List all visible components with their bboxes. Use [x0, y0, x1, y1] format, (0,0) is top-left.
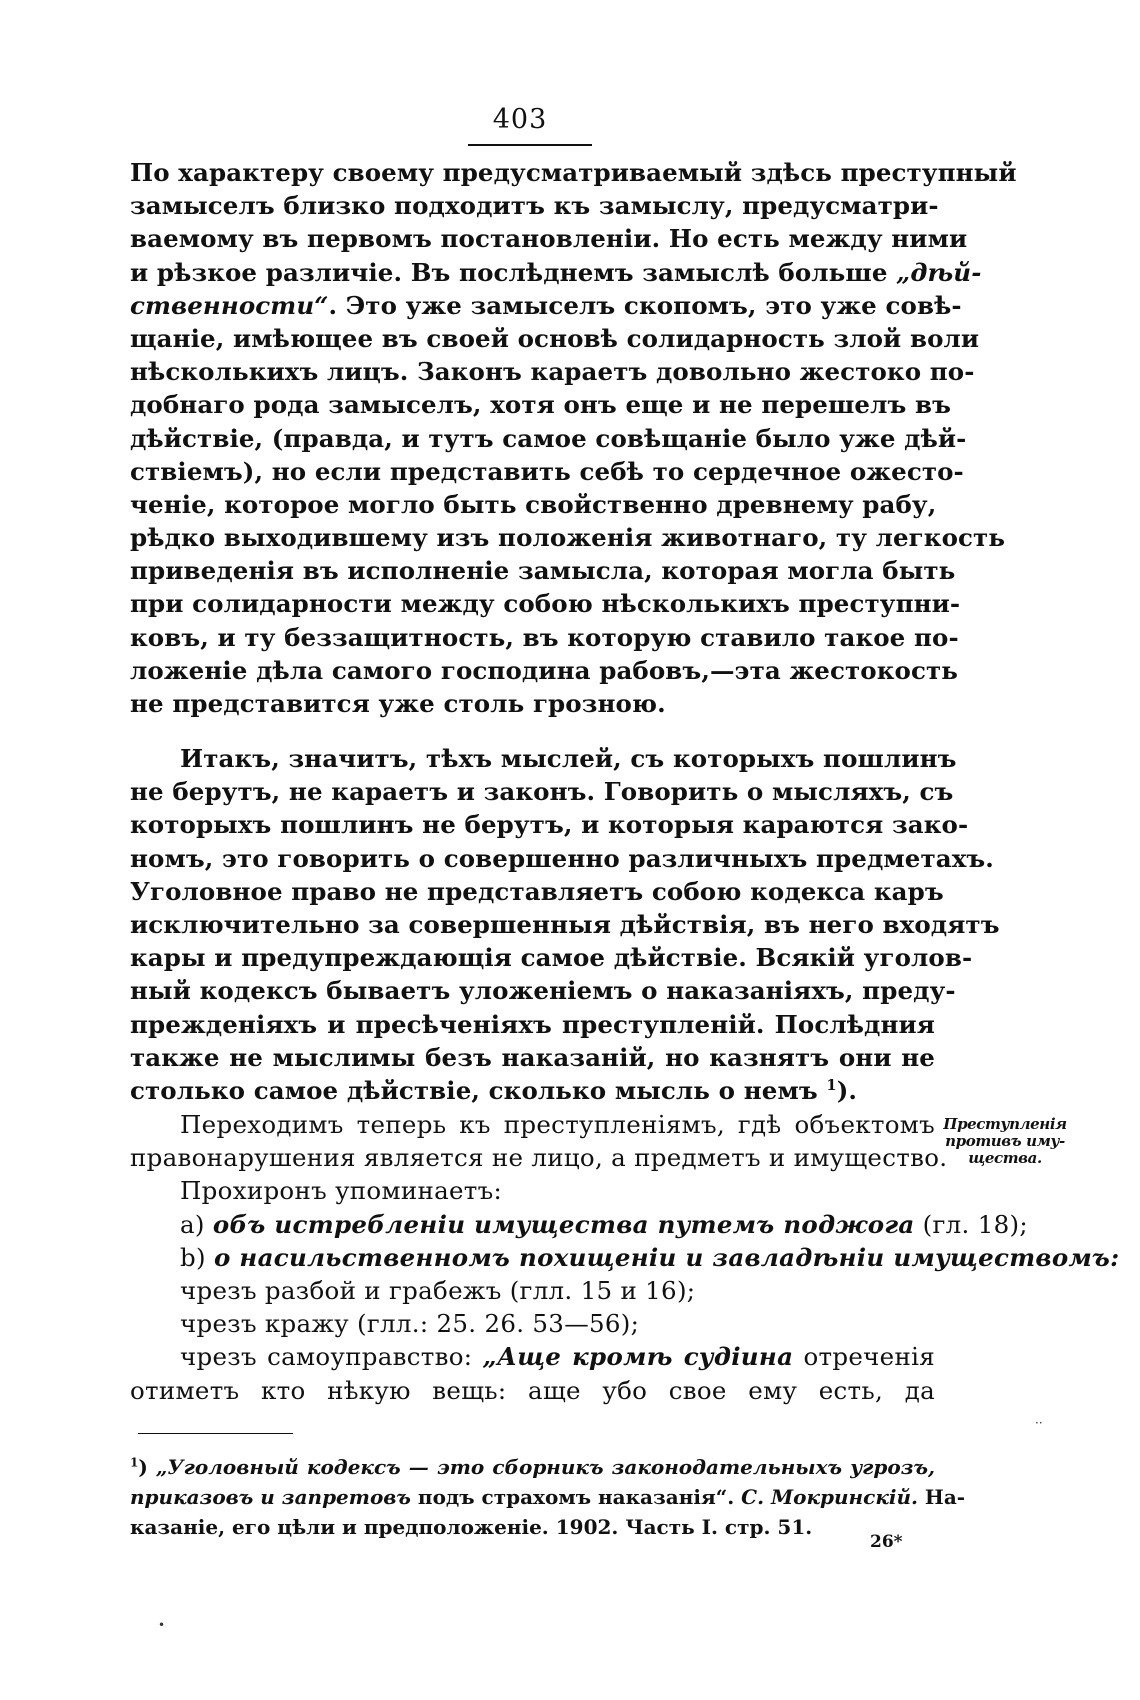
text-run: подъ страхомъ наказанія“.	[410, 1485, 742, 1509]
text-run: . Это уже замыселъ скопомъ, это уже совѣ-	[328, 290, 962, 320]
text-line: Переходимъ теперь къ преступленіямъ, гдѣ объектомъ	[180, 1110, 935, 1139]
text-line: при солидарности между собою нѣсколькихъ преступни-	[130, 589, 961, 619]
footnote-marker: 1	[130, 1455, 139, 1470]
list-subitem: чрезъ кражу (глл.: 25. 26. 53—56);	[180, 1309, 640, 1339]
paragraph-1	[130, 156, 1017, 720]
signature-mark: 26*	[870, 1532, 903, 1552]
scan-speck: •	[158, 1618, 166, 1632]
footnote-rule	[138, 1433, 293, 1434]
header-rule	[468, 144, 592, 146]
text-line: рѣдко выходившему изъ положенія животнаго, ту легкость	[130, 523, 1006, 553]
text-line: приведенія въ исполненіе замысла, которая могла быть	[130, 556, 956, 586]
emphasis-text: ственности“	[130, 290, 329, 320]
emphasis-text: приказовъ и запретовъ	[130, 1485, 411, 1509]
text-line	[130, 1074, 935, 1107]
text-line: ный кодексъ бываетъ уложеніемъ о наказаніяхъ, преду-	[130, 976, 956, 1006]
text-line: щаніе, имѣющее въ своей основѣ солидарность злой воли	[130, 323, 980, 353]
list-marker: a)	[180, 1209, 213, 1239]
margin-note-line: щества.	[968, 1149, 1042, 1167]
text-line: ченіе, которое могло быть свойственно древнему рабу,	[130, 489, 937, 519]
list-subitem: чрезъ разбой и грабежъ (глл. 15 и 16);	[180, 1275, 696, 1305]
emphasis-text: объ истребленіи имущества путемъ поджога	[212, 1209, 915, 1239]
margin-note-line: Преступленія	[943, 1115, 1067, 1133]
text-line: правонарушения является не лицо, а предметъ и имущество.	[130, 1143, 948, 1173]
emphasis-text: о насильственномъ похищеніи и завладѣніи имуществомъ:	[213, 1242, 1120, 1272]
footnote	[130, 1452, 966, 1542]
text-line: дѣйствіе, (правда, и тутъ самое совѣщаніе было уже дѣй-	[130, 423, 967, 453]
text-line: Уголовное право не представляетъ собою кодекса каръ	[130, 876, 944, 906]
text-line: отиметъ кто нѣкую вещь: аще убо свое ему есть, да	[130, 1375, 935, 1405]
text-run: и рѣзкое различіе. Въ послѣднемъ замыслѣ больше	[130, 257, 897, 287]
emphasis-text: „Аще кромѣ судіина	[482, 1342, 794, 1372]
list-item-a	[130, 1208, 1028, 1241]
text-line: прежденіяхъ и пресѣченіяхъ преступленій. Послѣдния	[130, 1009, 935, 1039]
scan-speck: ··	[1035, 1416, 1043, 1430]
list-item-b	[130, 1241, 1120, 1274]
text-line: которыхъ пошлинъ не берутъ, и которыя караются зако-	[130, 810, 969, 840]
list-marker: b)	[180, 1242, 214, 1272]
text-run: (гл. 18);	[914, 1209, 1028, 1239]
text-line: Прохиронъ упоминаетъ:	[180, 1176, 503, 1206]
footnote-line	[130, 1482, 966, 1512]
text-run: столько самое дѣйствіе, сколько мысль о немъ	[130, 1075, 818, 1105]
list-subitem	[130, 1340, 935, 1373]
footnote-reference[interactable]: 1	[826, 1076, 837, 1094]
text-line: ваемому въ первомъ постановленіи. Но есть между ними	[130, 224, 968, 254]
text-run: На-	[917, 1485, 966, 1509]
text-line: ковъ, и ту беззащитность, въ которую ставило такое по-	[130, 622, 959, 652]
text-line: По характеру своему предусматриваемый здѣсь преступный	[130, 158, 1017, 187]
paragraph-2	[130, 742, 1000, 1107]
text-line: кары и предупреждающія самое дѣйствіе. Всякій уголов-	[130, 943, 973, 973]
text-line	[130, 289, 962, 322]
text-line: не берутъ, не караетъ и законъ. Говорить о мысляхъ, съ	[130, 777, 954, 807]
footnote-line: казаніе, его цѣли и предположеніе. 1902. Часть I. стр. 51.	[130, 1515, 813, 1539]
text-line: Итакъ, значитъ, тѣхъ мыслей, съ которыхъ пошлинъ	[180, 744, 957, 773]
text-run: отреченія	[793, 1342, 936, 1372]
text-line: не представится уже столь грозною.	[130, 689, 666, 718]
text-line: номъ, это говорить о совершенно различныхъ предметахъ.	[130, 843, 994, 873]
text-line: ствіемъ), но если представить себѣ то сердечное ожесто-	[130, 456, 964, 486]
text-run: чрезъ самоуправство:	[180, 1342, 483, 1372]
text-line	[130, 256, 982, 289]
margin-note-line: противъ иму-	[945, 1132, 1065, 1150]
text-line: нѣсколькихъ лицъ. Законъ караетъ довольно жестоко по-	[130, 357, 975, 387]
text-line: ложеніе дѣла самого господина рабовъ,—эта жестокость	[130, 655, 958, 685]
text-line: исключительно за совершенныя дѣйствія, въ него входятъ	[130, 909, 1000, 939]
footnote-line: $^1$) „Уголовный кодексъ — это сборникъ законодательныхъ угрозъ,	[130, 1455, 935, 1479]
page-number: 403	[492, 104, 548, 135]
emphasis-text: „дѣй-	[896, 257, 982, 287]
text-run: ).	[836, 1075, 858, 1105]
emphasis-text: „Уголовный кодексъ — это сборникъ законодательныхъ угрозъ,	[155, 1455, 935, 1479]
text-line: замыселъ близко подходитъ къ замыслу, предусматри-	[130, 191, 939, 221]
text-line: также не мыслимы безъ наказаній, но казнятъ они не	[130, 1042, 935, 1072]
margin-note	[940, 1116, 1070, 1167]
author-name: С. Мокринскій.	[741, 1485, 918, 1509]
text-line: добнаго рода замыселъ, хотя онъ еще и не перешелъ въ	[130, 390, 951, 420]
